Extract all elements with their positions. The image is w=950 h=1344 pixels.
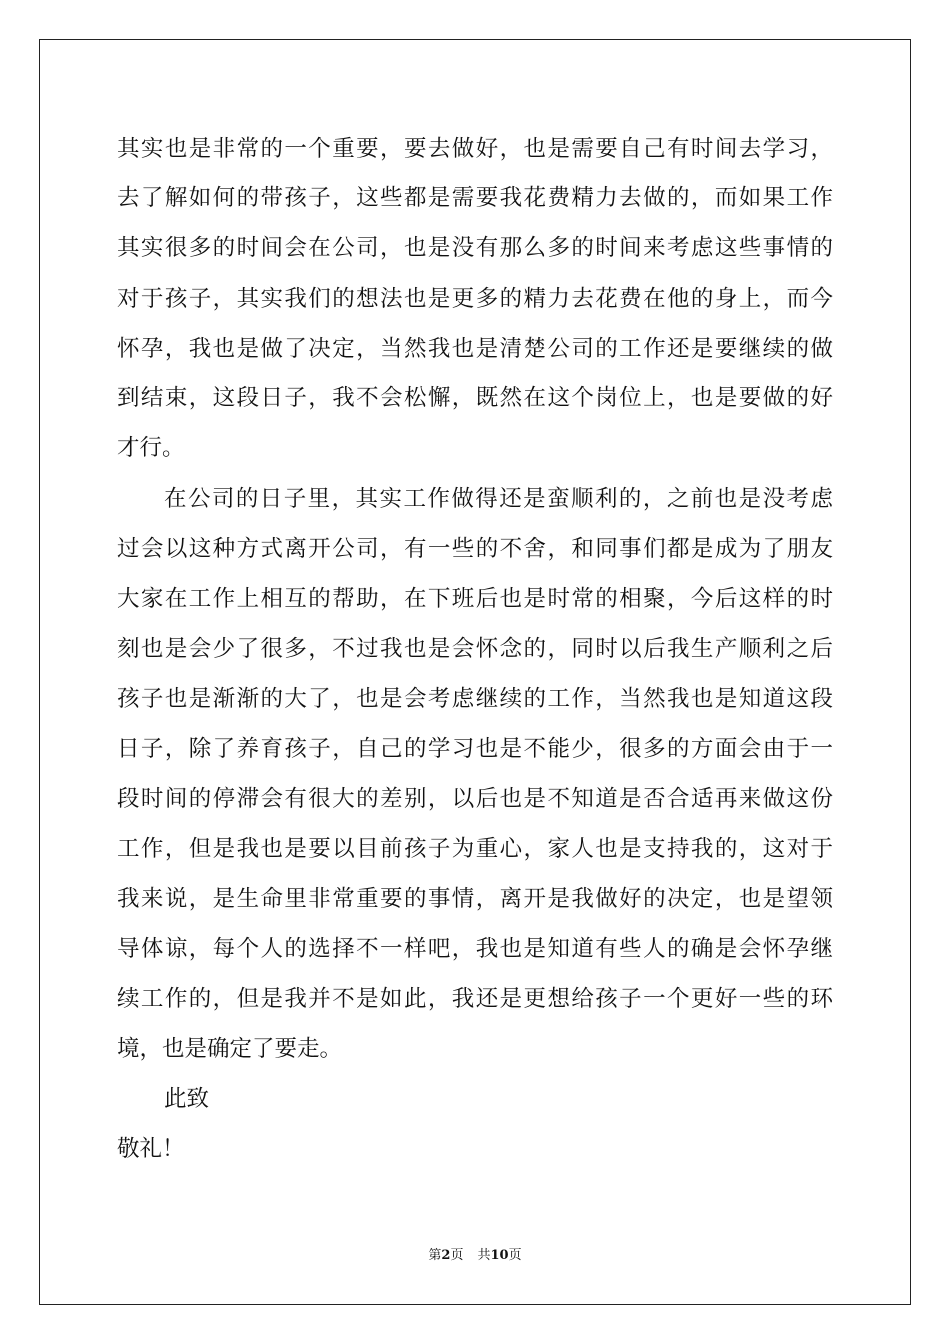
text-line: 段时间的停滞会有很大的差别，以后也是不知道是否合适再来做这份 [117,786,833,812]
text-line: 才行。 [117,435,185,461]
text-line: 境，也是确定了要走。 [117,1036,343,1062]
text-line: 对于孩子，其实我们的想法也是更多的精力去花费在他的身上，而今 [117,286,833,312]
total-unit: 页 [508,1248,522,1263]
text-line: 到结束，这段日子，我不会松懈，既然在这个岗位上，也是要做的好 [117,385,833,411]
page-current: 2 [441,1248,451,1263]
text-line: 孩子也是渐渐的大了，也是会考虑继续的工作，当然我也是知道这段 [117,686,833,712]
text-line: 其实很多的时间会在公司，也是没有那么多的时间来考虑这些事情的 [117,235,833,261]
text-line: 去了解如何的带孩子，这些都是需要我花费精力去做的，而如果工作 [117,185,833,211]
total-prefix: 共 [477,1248,491,1263]
closing-regards: 敬礼！ [117,1136,185,1162]
text-line: 我来说，是生命里非常重要的事情，离开是我做好的决定，也是望领 [117,886,833,912]
text-line: 导体谅，每个人的选择不一样吧，我也是知道有些人的确是会怀孕继 [117,936,833,962]
page-total: 10 [490,1248,509,1263]
text-line: 日子，除了养育孩子，自己的学习也是不能少，很多的方面会由于一 [117,736,833,762]
text-line: 其实也是非常的一个重要，要去做好，也是需要自己有时间去学习， [117,136,833,162]
page-unit: 页 [450,1248,464,1263]
page-prefix: 第 [428,1248,442,1263]
paragraph-first-line: 在公司的日子里，其实工作做得还是蛮顺利的，之前也是没考虑 [164,486,833,512]
text-line: 过会以这种方式离开公司，有一些的不舍，和同事们都是成为了朋友 [117,536,833,562]
text-line: 续工作的，但是我并不是如此，我还是更想给孩子一个更好一些的环 [117,986,833,1012]
page-footer [0,1248,950,1264]
text-line: 刻也是会少了很多，不过我也是会怀念的，同时以后我生产顺利之后 [117,636,833,662]
page-border [39,39,911,1305]
text-line: 怀孕，我也是做了决定，当然我也是清楚公司的工作还是要继续的做 [117,336,833,362]
text-line: 大家在工作上相互的帮助，在下班后也是时常的相聚，今后这样的时 [117,586,833,612]
text-line: 工作，但是我也是要以目前孩子为重心，家人也是支持我的，这对于 [117,836,833,862]
closing-salutation: 此致 [164,1086,210,1112]
